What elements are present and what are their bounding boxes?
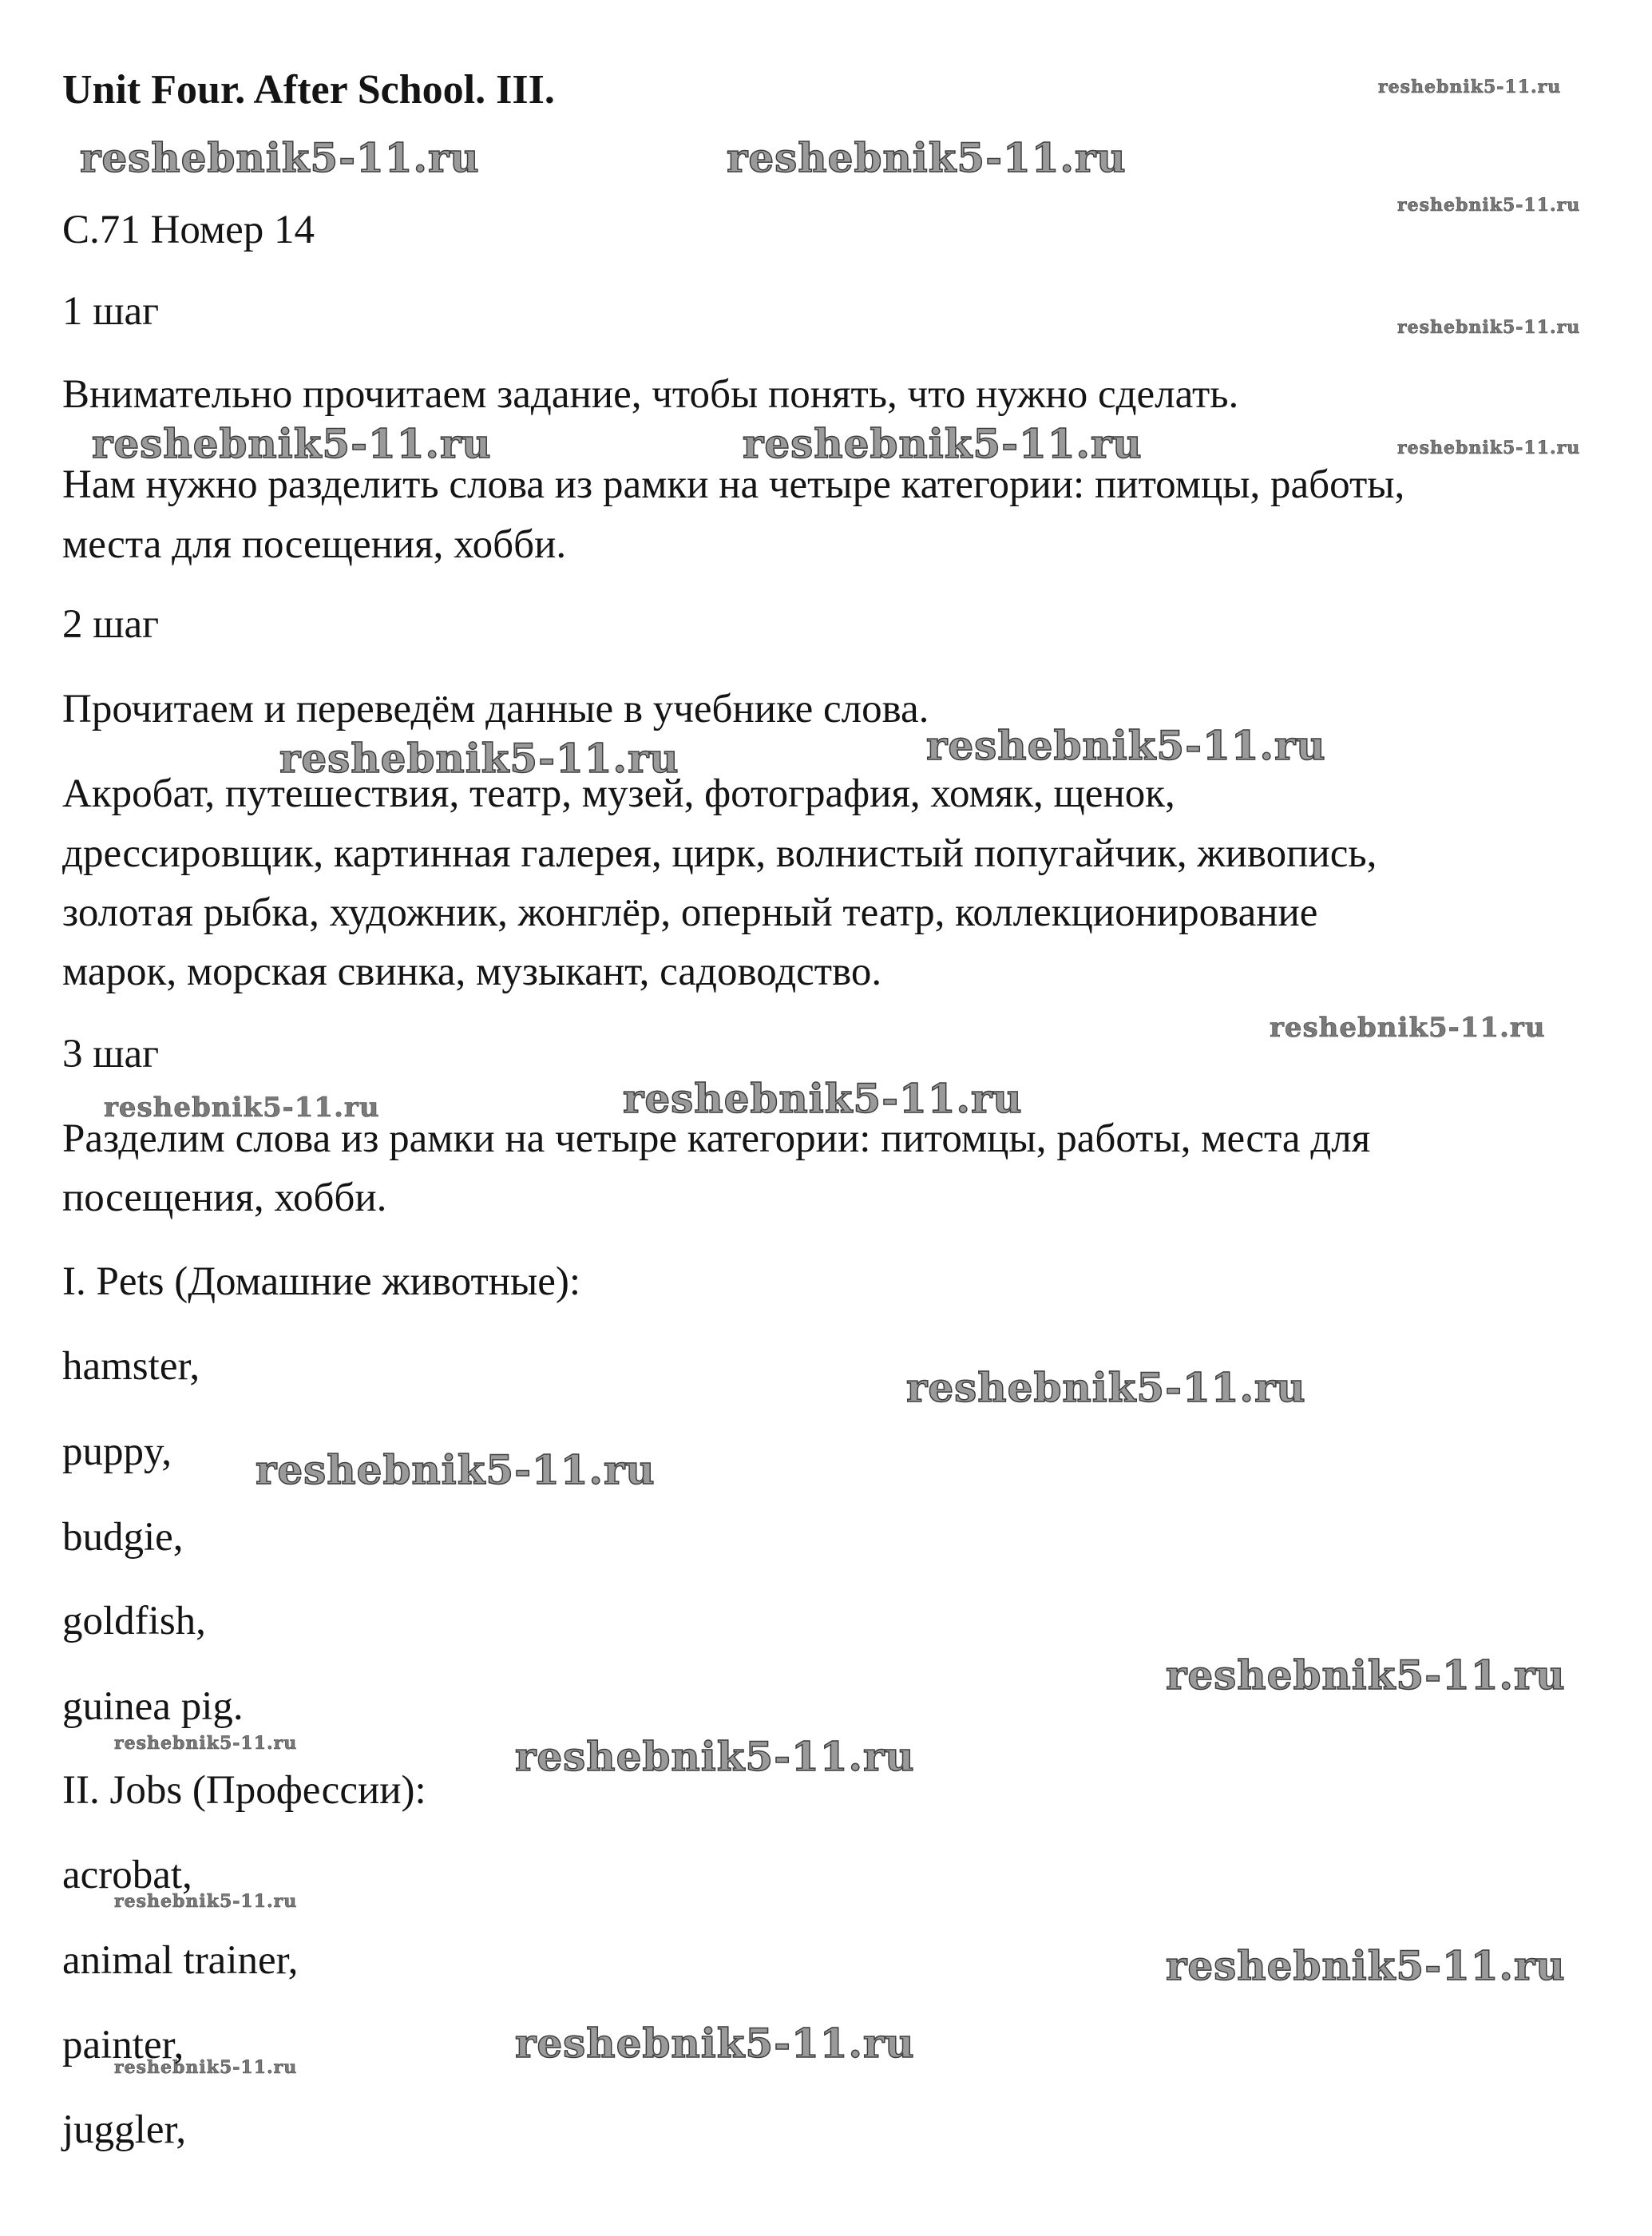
watermark: reshebnik5-11.ru [92, 420, 492, 467]
step2-words-line: дрессировщик, картинная галерея, цирк, волнистый попугайчик, живопись, [62, 831, 1377, 876]
watermark: reshebnik5-11.ru [515, 1733, 915, 1780]
watermark: reshebnik5-11.ru [743, 420, 1143, 467]
step3-text-line: Разделим слова из рамки на четыре категории: питомцы, работы, места для [62, 1116, 1371, 1161]
list-item: goldfish, [62, 1599, 206, 1643]
watermark: reshebnik5-11.ru [1166, 1651, 1566, 1699]
watermark: reshebnik5-11.ru [926, 722, 1326, 769]
list-item: animal trainer, [62, 1938, 299, 1983]
step2-words-line: золотая рыбка, художник, жонглёр, оперный театр, коллекционирование [62, 890, 1318, 935]
watermark: reshebnik5-11.ru [1166, 1942, 1566, 1989]
list-item: budgie, [62, 1515, 184, 1560]
step1-task-line: места для посещения, хобби. [62, 522, 567, 567]
list-item: guinea pig. [62, 1684, 244, 1729]
step2-words-line: марок, морская свинка, музыкант, садоводство. [62, 950, 882, 994]
step1-text: Внимательно прочитаем задание, чтобы понять, что нужно сделать. [62, 372, 1239, 417]
watermark: reshebnik5-11.ru [256, 1446, 656, 1493]
page-reference: С.71 Номер 14 [62, 208, 315, 252]
watermark: reshebnik5-11.ru [515, 2020, 915, 2067]
pets-heading: I. Pets (Домашние животные): [62, 1259, 581, 1304]
step2-label: 2 шаг [62, 602, 160, 647]
watermark: reshebnik5-11.ru [80, 134, 480, 181]
watermark: reshebnik5-11.ru [1397, 317, 1581, 338]
step1-label: 1 шаг [62, 289, 160, 334]
watermark: reshebnik5-11.ru [727, 134, 1127, 181]
list-item: painter, [62, 2023, 184, 2068]
watermark: reshebnik5-11.ru [1378, 77, 1562, 97]
document-title: Unit Four. After School. III. [62, 67, 555, 113]
step2-text: Прочитаем и переведём данные в учебнике слова. [62, 687, 929, 731]
list-item: hamster, [62, 1344, 200, 1389]
step3-text-line: посещения, хобби. [62, 1175, 387, 1220]
watermark: reshebnik5-11.ru [114, 1891, 298, 1912]
watermark: reshebnik5-11.ru [1397, 195, 1581, 216]
watermark: reshebnik5-11.ru [623, 1075, 1023, 1122]
watermark: reshebnik5-11.ru [114, 2057, 298, 2078]
step3-label: 3 шаг [62, 1032, 160, 1076]
list-item: puppy, [62, 1429, 172, 1474]
list-item: acrobat, [62, 1853, 192, 1897]
watermark: reshebnik5-11.ru [104, 1092, 380, 1124]
watermark: reshebnik5-11.ru [114, 1733, 298, 1754]
step2-words-line: Акробат, путешествия, театр, музей, фотография, хомяк, щенок, [62, 771, 1175, 816]
list-item: juggler, [62, 2107, 187, 2152]
watermark: reshebnik5-11.ru [1397, 438, 1581, 458]
step1-task-line: Нам нужно разделить слова из рамки на четыре категории: питомцы, работы, [62, 462, 1405, 507]
watermark: reshebnik5-11.ru [1270, 1012, 1546, 1044]
watermark: reshebnik5-11.ru [906, 1364, 1306, 1411]
watermark: reshebnik5-11.ru [279, 735, 679, 782]
jobs-heading: II. Jobs (Профессии): [62, 1768, 426, 1813]
